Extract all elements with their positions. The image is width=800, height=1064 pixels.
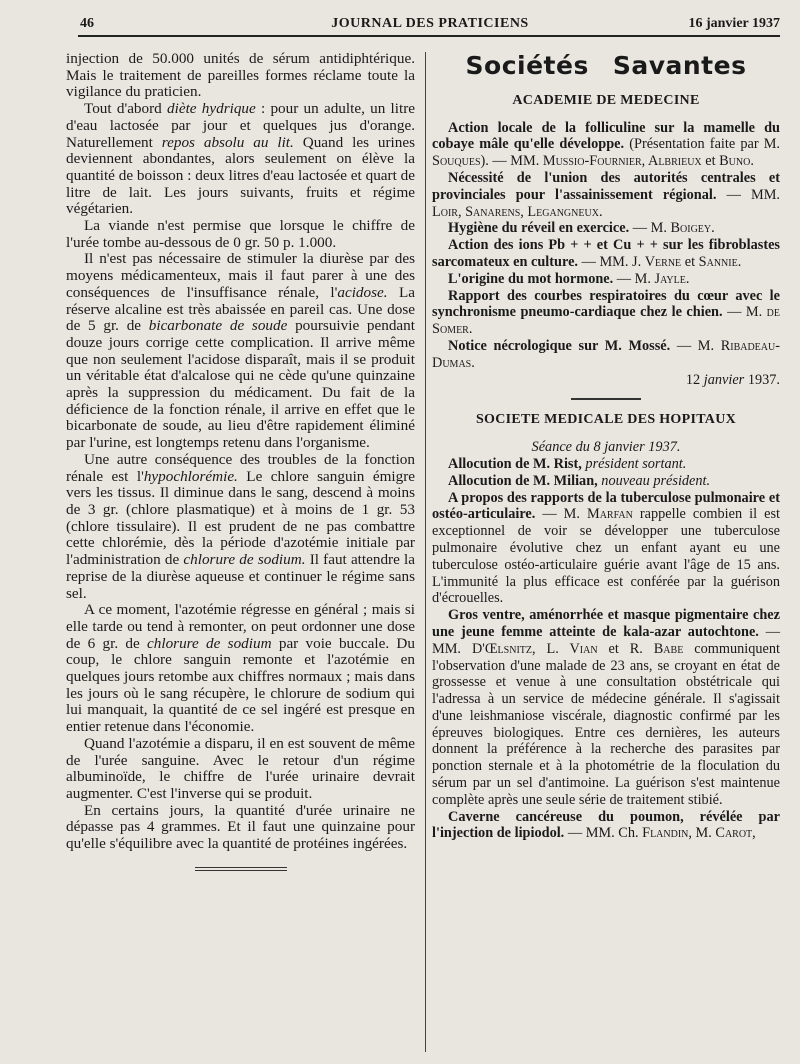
header-rule xyxy=(78,35,780,37)
left-column xyxy=(66,51,415,873)
academie-item: L'origine du mot hormone. — M. Jayle. xyxy=(448,270,690,287)
paragraph: Tout d'abord diète hydrique : pour un adulte, un litre d'eau lactosée par jour et quelques jus d'orange. Naturellement repos absolu au lit. Quand les urines deviennent abondantes, alors seulement on élève la quantité de boisson : deux litres d'eau lactosée et quart de litre de lait. Les jours suivants, fruits et régime végétarien. xyxy=(66,100,416,218)
issue-date: 16 janvier 1937 xyxy=(688,16,780,31)
seance-date: Séance du 8 janvier 1937. xyxy=(531,439,681,456)
paragraph: injection de 50.000 unités de sérum antidiphtérique. Mais le traitement de pareilles formes réclame toute la vigilance du praticien. xyxy=(66,50,415,101)
academie-item: Action locale de la folliculine sur la mamelle du cobaye mâle qu'elle développe. (Présentation faite par M. Souques). — MM. Mussio-Fournier, Albrieux et Buno. xyxy=(432,119,781,170)
academie-item: Action des ions Pb + + et Cu + + sur les fibroblastes sarcomateux en culture. — MM. J. Verne et Sannie. xyxy=(432,237,780,270)
page-header xyxy=(80,12,780,36)
academie-date: 12 janvier 1937. xyxy=(685,371,780,388)
paragraph: Une autre conséquence des troubles de la fonction rénale est l'hypochlorémie. Le chlore sanguin émigre vers les tissus. Il diminue dans le sang, descend à moins de 3 gr. (chlore plasmatique) et à moins de 1 gr. 53 (chlore tissulaire). Il est prudent de ne pas combattre cette chlorémie, dès la période d'azotémie initiale par l'administration de chlorure de sodium. Il faut attendre la reprise de la diurèse aqueuse et continuer le régime sans sel. xyxy=(66,450,415,602)
right-column xyxy=(432,51,781,842)
closing-rule xyxy=(195,867,287,871)
column-divider xyxy=(425,52,426,1052)
section-rule xyxy=(571,398,641,400)
paragraph: En certains jours, la quantité d'urée urinaire ne dépasse pas 4 grammes. Et il faut une quinzaine pour qu'elle s'équilibre avec la quantité de protéines ingérées. xyxy=(66,801,415,853)
paragraph: A ce moment, l'azotémie régresse en général ; mais si elle tarde ou tend à remonter, on peut ordonner une dose de 6 gr. de chlorure de sodium par voie buccale. Du coup, le chlore sanguin remonte et l'azotémie en quelques jours retombe aux chiffres normaux ; mais dans les jours où le sang récupère, le chlorure de sodium qui lui manquait, la quantité de ce sel ingéré est presque en entier retenue dans l'économie. xyxy=(66,601,415,736)
hopitaux-item: Caverne cancéreuse du poumon, révélée par l'injection de lipiodol. — MM. Ch. Flandin, M. Carot, xyxy=(432,808,780,842)
academie-item: Nécessité de l'union des autorités centrales et provinciales pour l'assainissement régional. — MM. Loir, Sanarens, Legangneux. xyxy=(432,169,781,220)
hopitaux-item: Gros ventre, aménorrhée et masque pigmentaire chez une jeune femme atteinte de kala-azar autochtone. — MM. D'Œlsnitz, L. Vian et R. Babe communiquent l'observation d'une malade de 23 ans, se croyant en état de grossesse et venue à une consultation obstétricale qui l'adressa à un service de médecine générale. Il s'agissait d'une leishmaniose viscérale, diagnostic confirmé par les épreuves biologiques. Entre ces dernières, les auteurs donnent la préférence à la recherche des parasites par ponction sternale et à la photométrie de la floculation du sérum par un sel d'antimoine. La guérison s'est maintenue complète après une seule série de traitement stibié. xyxy=(432,607,781,808)
paragraph: Quand l'azotémie a disparu, il en est souvent de même de l'urée sanguine. Avec le retour d'un régime albuminoïde, le chiffre de l'urée urinaire devrait augmenter. C'est l'inverse qui se produit. xyxy=(66,734,415,802)
academie-item: Notice nécrologique sur M. Mossé. — M. Ribadeau-Dumas. xyxy=(432,337,780,371)
paragraph: Il n'est pas nécessaire de stimuler la diurèse par des moyens médicamenteux, mais il faut parer à une des conséquences de l'insuffisance rénale, l'acidose. La réserve alcaline est très abaissée en pareil cas. Une dose de 5 gr. de bicarbonate de soude poursuivie pendant douze jours corrige cette complication. Il arrive même que non seulement l'acidose disparaît, mais il se produit un véritable état d'alcalose qui ne cède qu'une quinzaine après la suppression du médicament. Du fait de la déficience de la fonction rénale, il arrive en effet que le bicarbonate de soude, au lieu d'être rapidement éliminé par l'urine, est longtemps retenu dans l'organisme. xyxy=(66,250,415,452)
section-title: Sociétés Savantes xyxy=(465,51,747,80)
hopitaux-item: Allocution de M. Milian, nouveau président. xyxy=(448,472,711,489)
paragraph: La viande n'est permise que lorsque le chiffre de l'urée tombe au-dessous de 0 gr. 50 p. 1.000. xyxy=(66,217,415,251)
academie-heading: ACADEMIE DE MEDECINE xyxy=(512,92,700,108)
journal-title: JOURNAL DES PRATICIENS xyxy=(331,16,529,31)
hopitaux-item: Allocution de M. Rist, président sortant. xyxy=(448,455,687,472)
hopitaux-item: A propos des rapports de la tuberculose pulmonaire et ostéo-articulaire. — M. Marfan rappelle combien il est exceptionnel de voir se développer une tuberculose pulmonaire évolutive chez un enfant ayant eu une tuberculose ostéo-articulaire guérie avant l'âge de 15 ans. L'immunité la plus efficace est conférée par la guérison d'écrouelles. xyxy=(432,489,780,607)
page-number: 46 xyxy=(80,16,94,31)
academie-item: Rapport des courbes respiratoires du cœur avec le synchronisme pneumo-cardiaque chez le chien. — M. de Somer. xyxy=(432,287,781,338)
hopitaux-heading: SOCIETE MEDICALE DES HOPITAUX xyxy=(475,412,737,428)
academie-item: Hygiène du réveil en exercice. — M. Boigey. xyxy=(448,220,715,237)
